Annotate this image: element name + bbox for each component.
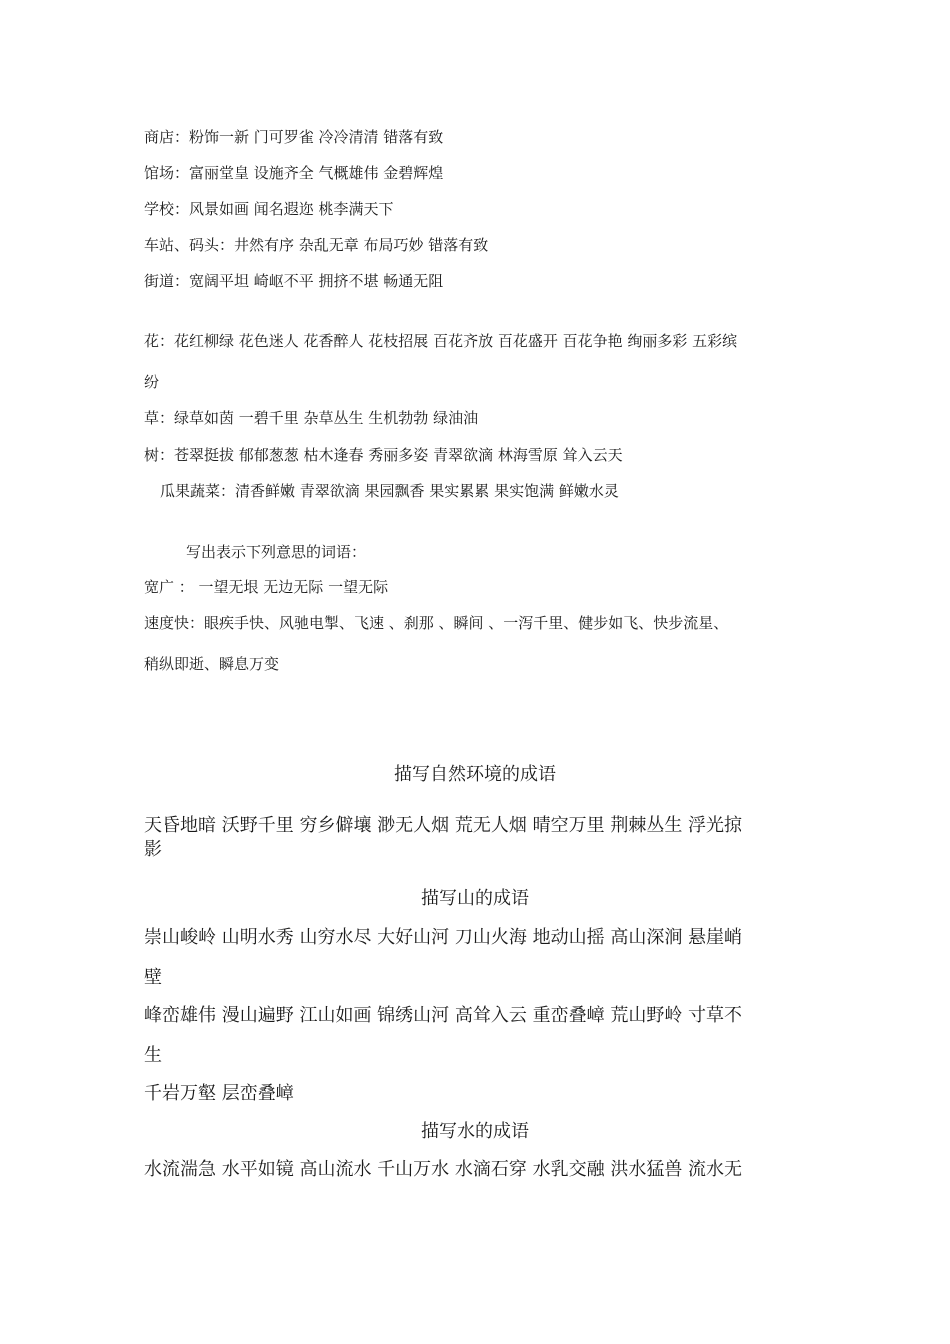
text-line-fast-cont: 稍纵即逝、瞬息万变 xyxy=(144,655,280,673)
heading-nature: 描写自然环境的成语 xyxy=(394,764,556,785)
text-line-school: 学校：风景如画 闻名遐迩 桃李满天下 xyxy=(144,200,394,218)
text-line-station: 车站、码头：井然有序 杂乱无章 布局巧妙 错落有致 xyxy=(144,236,489,254)
idiom-line-mountain-5: 千岩万壑 层峦叠嶂 xyxy=(144,1083,294,1104)
heading-mountain: 描写山的成语 xyxy=(421,888,529,909)
idiom-line-mountain-4: 生 xyxy=(144,1045,162,1066)
text-line-fast: 速度快：眼疾手快、风驰电掣、飞速 、刹那 、瞬间 、一泻千里、健步如飞、快步流星、 xyxy=(144,614,729,632)
heading-water: 描写水的成语 xyxy=(421,1121,529,1142)
text-line-street: 街道：宽阔平坦 崎岖不平 拥挤不堪 畅通无阻 xyxy=(144,272,444,290)
text-line-tree: 树：苍翠挺拔 郁郁葱葱 枯木逢春 秀丽多姿 青翠欲滴 林海雪原 耸入云天 xyxy=(144,446,623,464)
idiom-line-nature-1: 天昏地暗 沃野千里 穷乡僻壤 渺无人烟 荒无人烟 晴空万里 荆棘丛生 浮光掠 xyxy=(144,815,743,836)
exercise-instruction: 写出表示下列意思的词语： xyxy=(186,543,367,561)
text-line-grass: 草：绿草如茵 一碧千里 杂草丛生 生机勃勃 绿油油 xyxy=(144,409,479,427)
text-line-flower: 花：花红柳绿 花色迷人 花香醉人 花枝招展 百花齐放 百花盛开 百花争艳 绚丽多彩 五彩缤 xyxy=(144,332,738,350)
text-line-venue: 馆场：富丽堂皇 设施齐全 气概雄伟 金碧辉煌 xyxy=(144,164,444,182)
idiom-line-water-1: 水流湍急 水平如镜 高山流水 千山万水 水滴石穿 水乳交融 洪水猛兽 流水无 xyxy=(144,1159,743,1180)
idiom-line-mountain-1: 崇山峻岭 山明水秀 山穷水尽 大好山河 刀山火海 地动山摇 高山深涧 悬崖峭 xyxy=(144,927,743,948)
text-line-flower-cont: 纷 xyxy=(144,373,160,391)
text-line-wide: 宽广 ： 一望无垠 无边无际 一望无际 xyxy=(144,578,389,596)
idiom-line-mountain-3: 峰峦雄伟 漫山遍野 江山如画 锦绣山河 高耸入云 重峦叠嶂 荒山野岭 寸草不 xyxy=(144,1005,743,1026)
idiom-line-nature-2: 影 xyxy=(144,839,162,860)
idiom-line-mountain-2: 壁 xyxy=(144,967,162,988)
text-line-fruit: 瓜果蔬菜：清香鲜嫩 青翠欲滴 果园飘香 果实累累 果实饱满 鲜嫩水灵 xyxy=(160,482,619,500)
text-line-shop: 商店：粉饰一新 门可罗雀 冷冷清清 错落有致 xyxy=(144,128,444,146)
